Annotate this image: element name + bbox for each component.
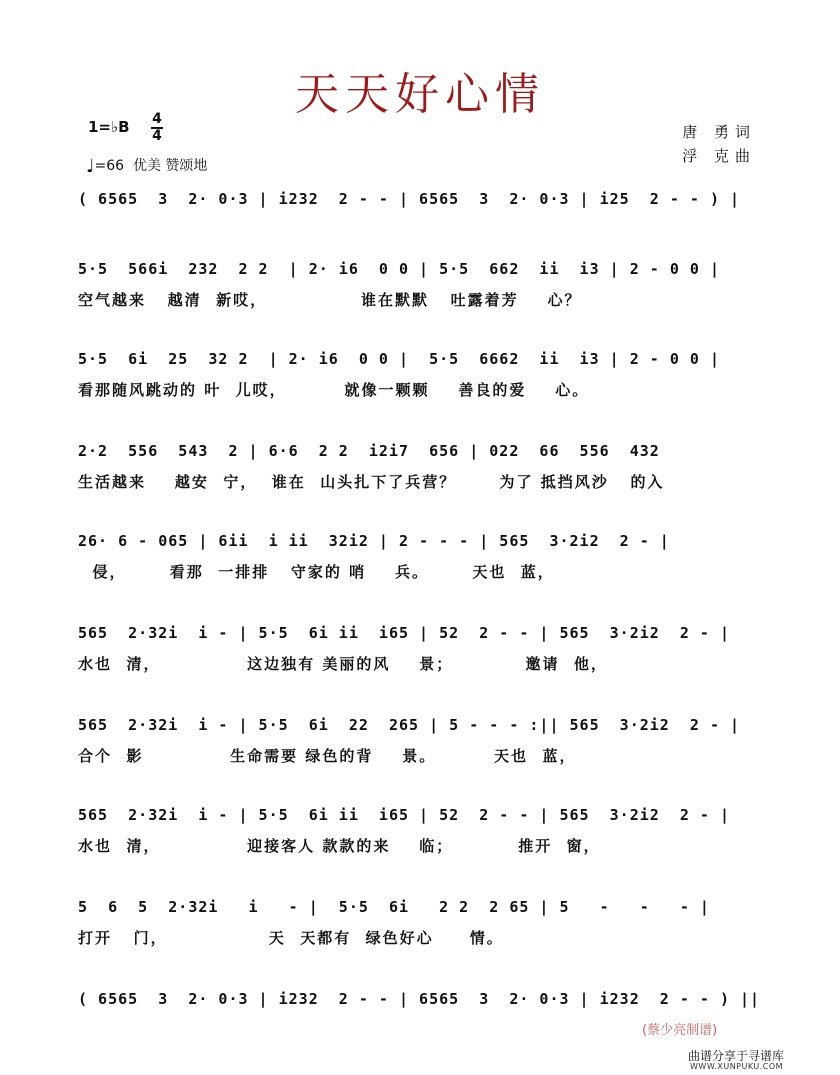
quarter-note-icon: ♩	[86, 156, 95, 177]
score-system	[78, 712, 762, 768]
key-signature: 1=♭B	[88, 118, 130, 136]
lyric-line: 生活越来 越安 宁， 谁在 山头扎下了兵营？ 为了 抵挡风沙 的入	[78, 473, 665, 491]
time-signature	[150, 112, 164, 144]
composer-credit: 浮 克曲	[682, 147, 756, 165]
score-system	[78, 620, 762, 676]
notation-line: 565 2·32i i - | 5·5 6i 22 265 | 5 - - - :|| 565 3·2i2 2 - |	[78, 712, 762, 738]
score-system	[78, 894, 762, 950]
lyric-line: 水也 清， 迎接客人 款款的来 临； 推开 窗，	[78, 837, 601, 855]
time-signature-top: 4	[152, 111, 162, 127]
notation-line: 2·2 556 543 2 | 6·6 2 2 i2i7 656 | 022 66 556 432	[78, 438, 762, 464]
site-url: WWW.XUNPUKU.COM	[690, 1062, 784, 1071]
score-system	[78, 346, 762, 402]
notation-line: ( 6565 3 2· 0·3 | i232 2 - - | 6565 3 2· 0·3 | i232 2 - - ) ||	[78, 986, 762, 1012]
notation-line: 5·5 566i 232 2 2 | 2· i6 0 0 | 5·5 662 ii i3 | 2 - 0 0 |	[78, 256, 762, 282]
lyric-line: 水也 清， 这边独有 美丽的风 景； 邀请 他，	[78, 655, 608, 673]
notation-line: ( 6565 3 2· 0·3 | i232 2 - - | 6565 3 2· 0·3 | i25 2 - - ) |	[78, 186, 762, 212]
score-system	[78, 256, 762, 312]
site-credit: 曲谱分享于寻谱库	[688, 1049, 785, 1063]
notation-line: 5 6 5 2·32i i - | 5·5 6i 2 2 2 65 | 5 - - - |	[78, 894, 762, 920]
tempo-value: =66	[94, 158, 125, 174]
score-system	[78, 186, 762, 242]
lyric-line: 侵， 看那 一排排 守家的 哨 兵。 天也 蓝，	[78, 563, 555, 581]
lyric-line	[78, 218, 762, 242]
lyricist-credit: 唐 勇词	[682, 123, 756, 141]
credits	[682, 120, 756, 168]
notation-line: 26· 6 - 065 | 6ii i ii 32i2 | 2 - - - | 565 3·2i2 2 - |	[78, 528, 762, 554]
score-system	[78, 802, 762, 858]
tempo-marking	[86, 155, 207, 177]
expression-text: 优美 赞颂地	[132, 158, 208, 174]
notation-line: 565 2·32i i - | 5·5 6i ii i65 | 52 2 - - | 565 3·2i2 2 - |	[78, 620, 762, 646]
arranger-watermark: (蔡少亮制谱)	[642, 1023, 718, 1038]
lyric-line: 合个 影 生命需要 绿色的背 景。 天也 蓝，	[78, 747, 577, 765]
lyric-line: 空气越来 越清 新哎， 谁在默默 吐露着芳 心？	[78, 291, 582, 309]
lyric-line: 打开 门， 天 天都有 绿色好心 情。	[78, 929, 504, 947]
time-signature-bottom: 4	[152, 128, 162, 144]
lyric-line: 看那随风跳动的 叶 儿哎， 就像一颗颗 善良的爱 心。	[78, 381, 590, 399]
score-system	[78, 528, 762, 584]
notation-line: 5·5 6i 25 32 2 | 2· i6 0 0 | 5·5 6662 ii i3 | 2 - 0 0 |	[78, 346, 762, 372]
score-system	[78, 438, 762, 494]
notation-line: 565 2·32i i - | 5·5 6i ii i65 | 52 2 - - | 565 3·2i2 2 - |	[78, 802, 762, 828]
song-title: 天天好心情	[295, 69, 545, 120]
